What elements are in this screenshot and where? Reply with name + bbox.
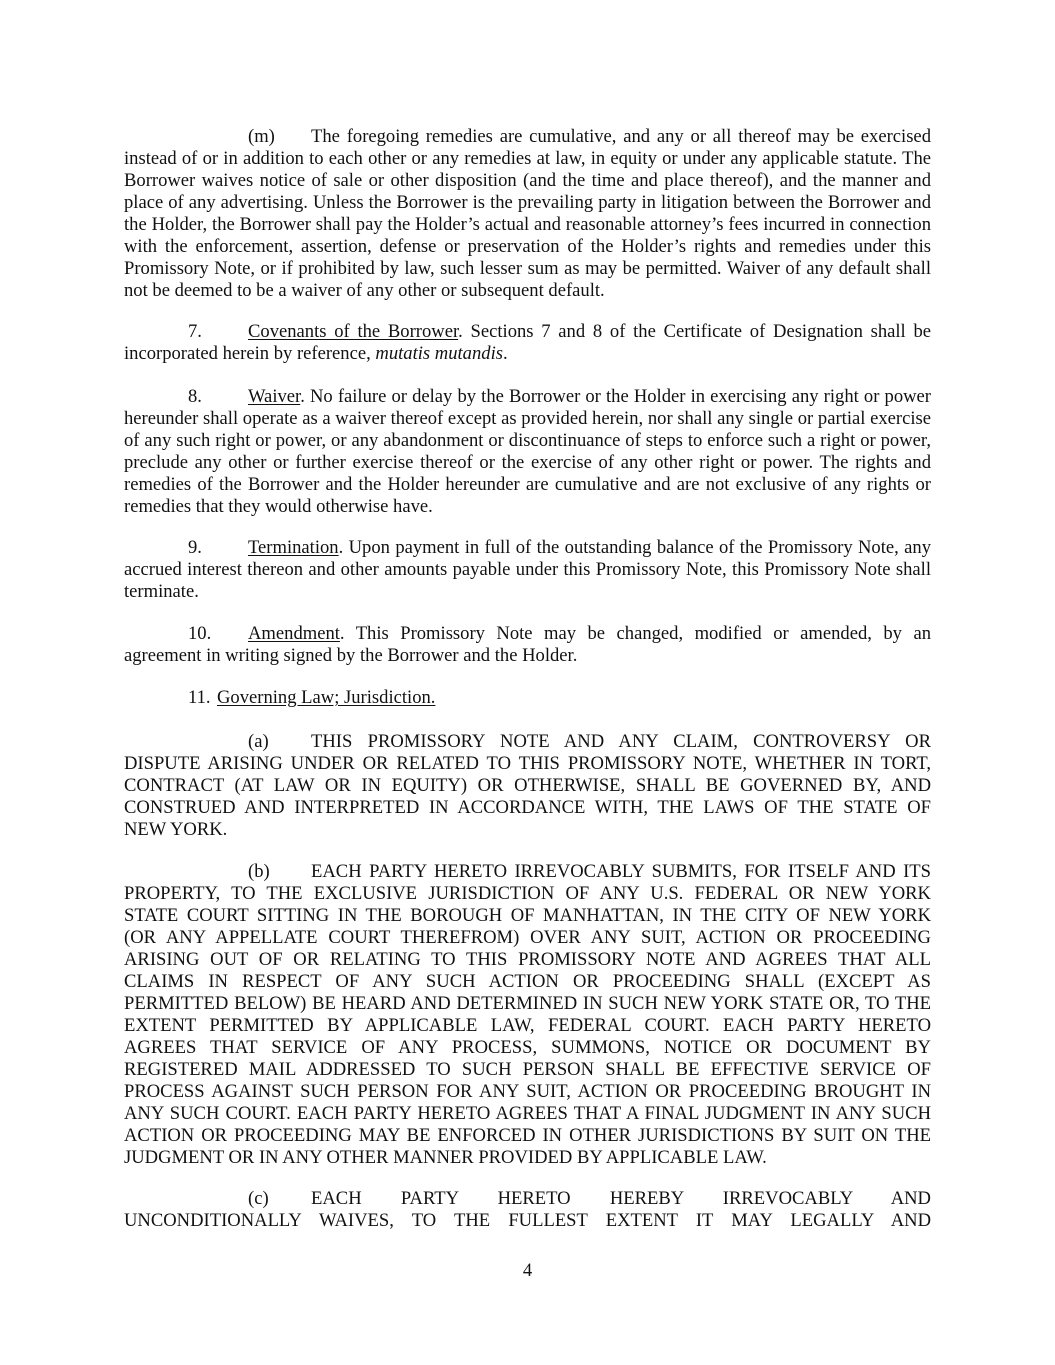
text-line [124, 861, 931, 883]
body-text: PROPERTY, TO THE EXCLUSIVE JURISDICTION OF ANY U.S. FEDERAL OR NEW YORK [124, 883, 931, 904]
body-text: place of any advertising. Unless the Borrower is the prevailing party in litigation between the Borrower and [124, 192, 931, 213]
body-text: STATE COURT SITTING IN THE BOROUGH OF MANHATTAN, IN THE CITY OF NEW YORK [124, 905, 931, 926]
text-line [124, 949, 931, 971]
body-text: . Upon payment in full of the outstanding balance of the Promissory Note, any [338, 537, 931, 558]
line-text [124, 1210, 931, 1232]
paragraph [124, 537, 931, 603]
body-text: CLAIMS IN RESPECT OF ANY SUCH ACTION OR PROCEEDING SHALL (EXCEPT AS [124, 971, 931, 992]
text-line [124, 993, 931, 1015]
line-text [124, 949, 931, 971]
line-text [124, 775, 931, 797]
body-text: AGREES THAT SERVICE OF ANY PROCESS, SUMMONS, NOTICE OR DOCUMENT BY [124, 1037, 931, 1058]
body-text: incorporated herein by reference, [124, 343, 376, 364]
text-line [124, 148, 931, 170]
text-line [124, 430, 931, 452]
line-text [124, 1103, 931, 1125]
paragraph-number: 9. [188, 537, 202, 558]
text-line [124, 1015, 931, 1037]
line-text [124, 452, 931, 474]
paragraph [124, 623, 931, 667]
body-text: The foregoing remedies are cumulative, and any or all thereof may be exercised [311, 126, 931, 147]
body-text: EXTENT PERMITTED BY APPLICABLE LAW, FEDERAL COURT. EACH PARTY HERETO [124, 1015, 931, 1036]
text-line [124, 496, 931, 518]
section-heading: Amendment [248, 623, 340, 644]
text-line [124, 1037, 931, 1059]
body-text: DISPUTE ARISING UNDER OR RELATED TO THIS PROMISSORY NOTE, WHETHER IN TORT, [124, 753, 931, 774]
paragraph-number: (c) [248, 1188, 269, 1209]
body-text: instead of or in addition to each other or any remedies at law, in equity or under any applicable statute. The [124, 148, 931, 169]
line-text [248, 623, 931, 645]
body-text: terminate. [124, 581, 199, 602]
body-text: hereunder shall operate as a waiver thereof except as provided herein, nor shall any single or partial exercise [124, 408, 931, 429]
paragraph-number: 7. [188, 321, 202, 342]
line-text [124, 797, 931, 819]
text-line [124, 170, 931, 192]
line-text [124, 474, 931, 496]
body-text: Borrower waives notice of sale or other disposition (and the time and place thereof), and the manner and [124, 170, 931, 191]
body-text: . [502, 343, 508, 364]
body-text: REGISTERED MAIL ADDRESSED TO SUCH PERSON SHALL BE EFFECTIVE SERVICE OF [124, 1059, 931, 1080]
body-text: Promissory Note, or if prohibited by law, such lesser sum as may be permitted. Waiver of any default shall [124, 258, 931, 279]
section-heading: Covenants of the Borrower [248, 321, 459, 342]
body-text: JUDGMENT OR IN ANY OTHER MANNER PROVIDED BY APPLICABLE LAW. [124, 1147, 767, 1168]
page-number: 4 [522, 1260, 533, 1281]
paragraph [124, 386, 931, 518]
body-text: PERMITTED BELOW) BE HEARD AND DETERMINED IN SUCH NEW YORK STATE OR, TO THE [124, 993, 931, 1014]
section-heading: Waiver [248, 386, 301, 407]
section-heading: Termination [248, 537, 339, 558]
line-text [124, 408, 931, 430]
paragraph-number: (b) [248, 861, 270, 882]
line-text [124, 280, 931, 302]
text-line [124, 1103, 931, 1125]
body-text: CONTRACT (AT LAW OR IN EQUITY) OR OTHERWISE, SHALL BE GOVERNED BY, AND [124, 775, 931, 796]
text-line [124, 559, 931, 581]
text-line [124, 927, 931, 949]
body-text: agreement in writing signed by the Borrower and the Holder. [124, 645, 578, 666]
line-text [124, 559, 931, 581]
paragraph-number: 11. [188, 687, 211, 708]
body-text: UNCONDITIONALLY WAIVES, TO THE FULLEST EXTENT IT MAY LEGALLY AND [124, 1210, 931, 1231]
body-text: . This Promissory Note may be changed, modified or amended, by an [339, 623, 931, 644]
line-text [124, 1147, 931, 1169]
line-text [124, 1059, 931, 1081]
line-text [124, 1081, 931, 1103]
body-text: EACH PARTY HERETO HEREBY IRREVOCABLY AND [311, 1188, 931, 1209]
text-line [124, 280, 931, 302]
paragraph [124, 731, 931, 841]
body-text: EACH PARTY HERETO IRREVOCABLY SUBMITS, FOR ITSELF AND ITS [311, 861, 931, 882]
line-text [124, 236, 931, 258]
line-text [124, 214, 931, 236]
text-line [124, 192, 931, 214]
line-text [248, 386, 931, 408]
line-text [124, 927, 931, 949]
body-text: PROCESS AGAINST SUCH PERSON FOR ANY SUIT, ACTION OR PROCEEDING BROUGHT IN [124, 1081, 931, 1102]
text-line [124, 883, 931, 905]
text-line [124, 797, 931, 819]
line-text [311, 861, 931, 883]
text-line [124, 1081, 931, 1103]
line-text [124, 883, 931, 905]
line-text [124, 148, 931, 170]
body-text: NEW YORK. [124, 819, 228, 840]
line-text [124, 753, 931, 775]
paragraph-number: 10. [188, 623, 212, 644]
line-text [124, 343, 931, 365]
body-text: accrued interest thereon and other amounts payable under this Promissory Note, this Promissory Note shall [124, 559, 931, 580]
text-line [124, 623, 931, 645]
text-line [124, 1147, 931, 1169]
line-text [124, 496, 931, 518]
body-text: THIS PROMISSORY NOTE AND ANY CLAIM, CONTROVERSY OR [311, 731, 931, 752]
line-text [124, 1015, 931, 1037]
text-line [124, 819, 931, 841]
text-line [124, 775, 931, 797]
text-line [124, 474, 931, 496]
body-text: preclude any other or further exercise thereof or the exercise of any other right or power. The rights and [124, 452, 931, 473]
line-text [311, 731, 931, 753]
line-text [311, 126, 931, 148]
text-line [124, 214, 931, 236]
paragraph [124, 126, 931, 302]
text-line [124, 236, 931, 258]
line-text [124, 430, 931, 452]
text-line [124, 1125, 931, 1147]
paragraph [124, 687, 931, 709]
body-text: (OR ANY APPELLATE COURT THEREFROM) OVER ANY SUIT, ACTION OR PROCEEDING [124, 927, 931, 948]
body-text: the Holder, the Borrower shall pay the Holder’s actual and reasonable attorney’s fees incurred in connection [124, 214, 931, 235]
text-line [124, 408, 931, 430]
line-text [124, 1037, 931, 1059]
line-text [124, 993, 931, 1015]
paragraph-number: (m) [248, 126, 275, 147]
body-text: CONSTRUED AND INTERPRETED IN ACCORDANCE WITH, THE LAWS OF THE STATE OF [124, 797, 931, 818]
text-line [124, 1188, 931, 1210]
line-text [124, 170, 931, 192]
text-line [124, 971, 931, 993]
text-line [124, 645, 931, 667]
paragraph [124, 861, 931, 1169]
body-text: of any such right or power, or any abandonment or discontinuance of steps to enforce such a right or power, [124, 430, 931, 451]
text-line [124, 731, 931, 753]
paragraph-number: (a) [248, 731, 269, 752]
text-line [124, 126, 931, 148]
text-line [124, 386, 931, 408]
line-text [124, 192, 931, 214]
text-line [124, 321, 931, 343]
italic-text: mutatis mutandis [375, 343, 503, 364]
line-text [248, 321, 931, 343]
line-text [124, 905, 931, 927]
text-line [124, 452, 931, 474]
text-line [124, 343, 931, 365]
text-line [124, 1059, 931, 1081]
paragraph [124, 321, 931, 365]
line-text [311, 1188, 931, 1210]
body-text: ANY SUCH COURT. EACH PARTY HERETO AGREES THAT A FINAL JUDGMENT IN ANY SUCH [124, 1103, 931, 1124]
text-line [124, 905, 931, 927]
body-text: . Sections 7 and 8 of the Certificate of Designation shall be [458, 321, 932, 342]
text-line [124, 753, 931, 775]
paragraph-number: 8. [188, 386, 202, 407]
line-text [217, 687, 931, 709]
text-line [124, 537, 931, 559]
line-text [124, 1125, 931, 1147]
body-text: remedies that they would otherwise have. [124, 496, 433, 517]
line-text [124, 645, 931, 667]
line-text [248, 537, 931, 559]
text-line [124, 258, 931, 280]
line-text [124, 258, 931, 280]
line-text [124, 581, 931, 603]
text-line [124, 1210, 931, 1232]
paragraph [124, 1188, 931, 1232]
text-line [124, 581, 931, 603]
body-text: remedies of the Borrower and the Holder hereunder are cumulative and are not exclusive of any rights or [124, 474, 931, 495]
line-text [124, 819, 931, 841]
body-text: with the enforcement, assertion, defense or preservation of the Holder’s rights and remedies under this [124, 236, 931, 257]
body-text: ARISING OUT OF OR RELATING TO THIS PROMISSORY NOTE AND AGREES THAT ALL [124, 949, 931, 970]
section-heading: Governing Law; Jurisdiction. [217, 687, 436, 708]
body-text: . No failure or delay by the Borrower or the Holder in exercising any right or power [300, 386, 931, 407]
body-text: not be deemed to be a waiver of any other or subsequent default. [124, 280, 605, 301]
body-text: ACTION OR PROCEEDING MAY BE ENFORCED IN OTHER JURISDICTIONS BY SUIT ON THE [124, 1125, 931, 1146]
text-line [124, 687, 931, 709]
line-text [124, 971, 931, 993]
